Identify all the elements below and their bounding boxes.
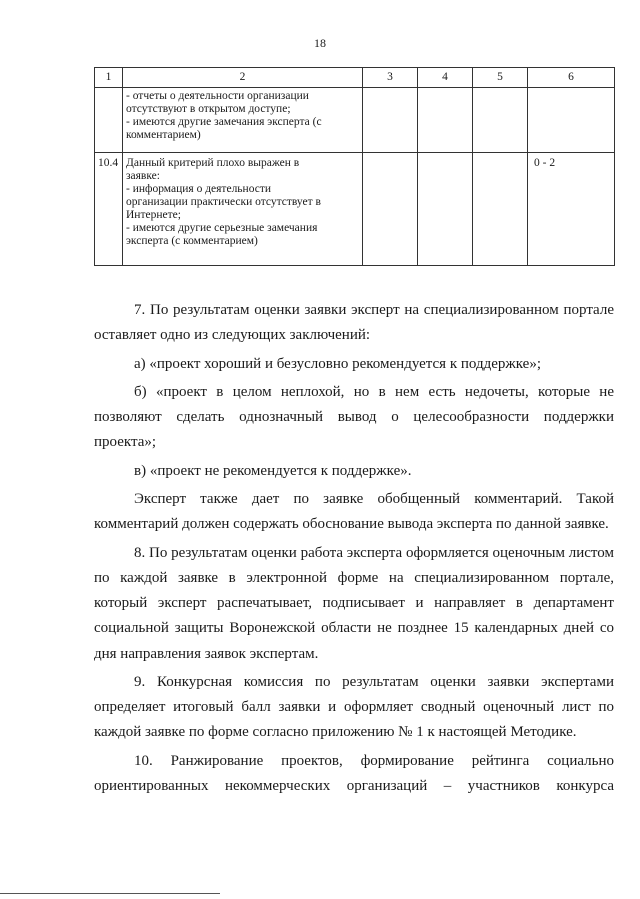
- description-line: комментарием): [126, 129, 201, 141]
- description-line: - информация о деятельности: [126, 183, 272, 195]
- description-line: - имеются другие замечания эксперта (с: [126, 116, 322, 128]
- description-line: - отчеты о деятельности организации: [126, 90, 309, 102]
- table-header-cell: 4: [418, 68, 473, 88]
- description-line: эксперта (с комментарием): [126, 235, 258, 247]
- table-header-cell: 2: [123, 68, 363, 88]
- empty-cell: [473, 153, 528, 266]
- empty-cell: [363, 153, 418, 266]
- paragraph-9: 9. Конкурсная комиссия по результатам оценки заявки экспертами определяет итоговый балл заявки и оформляет сводный оценочный лист по каждой заявке по форме согласно приложению № 1 к настоящей Методике.: [94, 673, 614, 741]
- description-line: отсутствуют в открытом доступе;: [126, 103, 291, 115]
- description-line: заявке:: [126, 170, 160, 182]
- paragraph-10: 10. Ранжирование проектов, формирование рейтинга социально ориентированных некоммерческих организаций – участников конкурса: [94, 752, 614, 794]
- table-row: [95, 88, 615, 153]
- row-score-cell: [528, 88, 615, 153]
- paragraph-7c: в) «проект не рекомендуется к поддержке».: [134, 462, 412, 479]
- page-number: 18: [314, 36, 326, 50]
- table-row: [95, 153, 615, 266]
- footer-divider: [0, 893, 220, 894]
- description-line: организации практически отсутствует в: [126, 196, 321, 208]
- row-description-cell: [123, 153, 363, 266]
- table-header-cell: 5: [473, 68, 528, 88]
- body-text: [94, 298, 614, 802]
- table-header-cell: 3: [363, 68, 418, 88]
- row-score-cell: 0 - 2: [528, 153, 615, 266]
- paragraph-7: 7. По результатам оценки заявки эксперт на специализированном портале оставляет одно из следующих заключений:: [94, 302, 614, 344]
- description-line: - имеются другие серьезные замечания: [126, 222, 318, 234]
- description-line: Интернете;: [126, 209, 181, 221]
- row-number-cell: [95, 88, 123, 153]
- empty-cell: [418, 88, 473, 153]
- empty-cell: [473, 88, 528, 153]
- criteria-table: [94, 67, 615, 266]
- table-header-cell: 1: [95, 68, 123, 88]
- paragraph-expert-comment: Эксперт также дает по заявке обобщенный комментарий. Такой комментарий должен содержать обоснование вывода эксперта по данной заявке.: [94, 491, 614, 533]
- table-header-cell: 6: [528, 68, 615, 88]
- row-description-cell: [123, 88, 363, 153]
- empty-cell: [363, 88, 418, 153]
- paragraph-8: 8. По результатам оценки работа эксперта оформляется оценочным листом по каждой заявке в электронной форме на специализированном портале, который эксперт распечатывает, подписывает и направляет в департамент социальной защиты Воронежской области не позднее 15 календарных дней со дня направления заявок экспертам.: [94, 544, 614, 662]
- table-header-row: [95, 68, 615, 88]
- paragraph-7a: а) «проект хороший и безусловно рекомендуется к поддержке»;: [134, 355, 541, 372]
- empty-cell: [418, 153, 473, 266]
- description-line: Данный критерий плохо выражен в: [126, 157, 300, 169]
- row-number-cell: 10.4: [95, 153, 123, 266]
- paragraph-7b: б) «проект в целом неплохой, но в нем есть недочеты, которые не позволяют сделать однозначный вывод о целесообразности поддержки проекта»;: [94, 383, 614, 451]
